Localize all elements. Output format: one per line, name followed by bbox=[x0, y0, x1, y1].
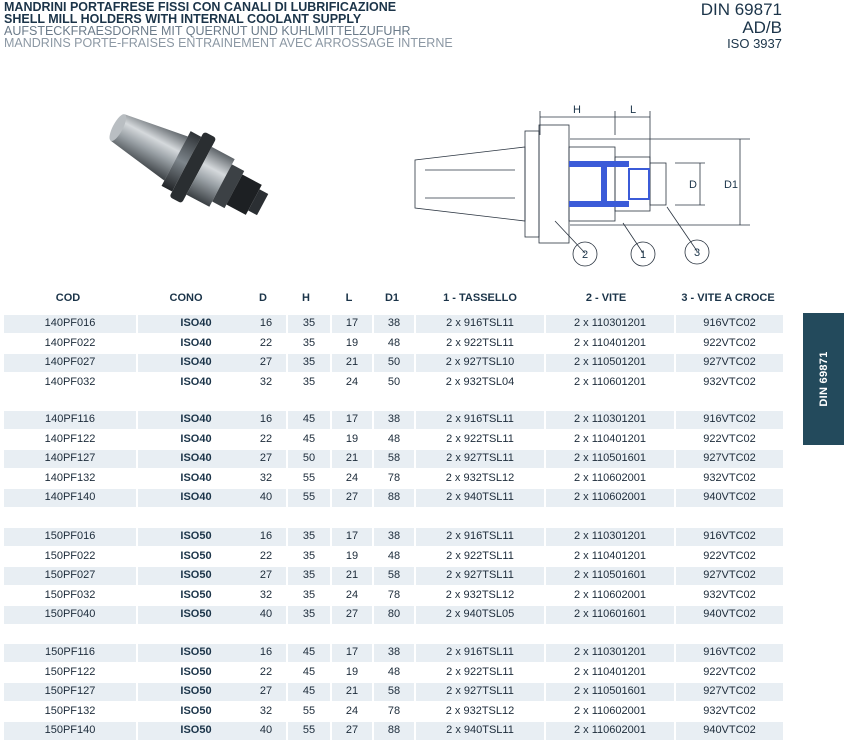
cell-d: 40 bbox=[246, 489, 286, 507]
cell-vite-croce: 932VTC02 bbox=[703, 588, 756, 601]
cell-tassello: 2 x 932TSL12 bbox=[445, 704, 515, 717]
cell-l: 19 bbox=[345, 549, 359, 562]
cell-d: 16 bbox=[246, 528, 286, 546]
cell-cod: 150PF122 bbox=[44, 665, 96, 678]
col-l: L bbox=[345, 292, 353, 304]
cell-vite-croce: 922VTC02 bbox=[703, 336, 756, 349]
cell-d1: 50 bbox=[374, 354, 414, 372]
dim-l-label: L bbox=[629, 104, 637, 116]
title-italian: MANDRINI PORTAFRESE FISSI CON CANALI DI LUBRIFICAZIONE bbox=[4, 0, 397, 14]
cell-vite: 2 x 110602001 bbox=[574, 471, 646, 484]
cell-cono: ISO40 bbox=[138, 315, 254, 333]
cell-d: 22 bbox=[259, 432, 273, 445]
cell-d1: 38 bbox=[374, 528, 414, 546]
cell-cod: 150PF022 bbox=[44, 549, 96, 562]
cell-d: 22 bbox=[259, 549, 273, 562]
cell-tassello: 2 x 922TSL11 bbox=[446, 549, 514, 562]
cell-cod: 150PF127 bbox=[4, 683, 136, 701]
cell-d1: 38 bbox=[374, 644, 414, 662]
cell-vite: 2 x 110401201 bbox=[574, 336, 646, 349]
cell-vite-croce: 922VTC02 bbox=[703, 432, 756, 445]
cell-tassello: 2 x 932TSL04 bbox=[445, 375, 515, 388]
title-block bbox=[4, 1, 524, 49]
cell-vite-croce: 932VTC02 bbox=[703, 375, 756, 388]
cell-l: 27 bbox=[332, 722, 372, 740]
cell-h: 35 bbox=[288, 315, 330, 333]
cell-d1: 48 bbox=[387, 336, 401, 349]
callout-2: 2 bbox=[581, 249, 589, 261]
table-row bbox=[4, 373, 783, 393]
cell-cono: ISO50 bbox=[138, 644, 254, 662]
cell-tassello: 2 x 927TSL11 bbox=[416, 683, 544, 701]
cell-d1: 38 bbox=[374, 315, 414, 333]
cell-tassello: 2 x 932TSL12 bbox=[445, 588, 515, 601]
cell-cod: 140PF122 bbox=[44, 432, 96, 445]
cell-l: 27 bbox=[332, 606, 372, 624]
side-tab-label: DIN 69871 bbox=[817, 351, 830, 407]
cell-h: 35 bbox=[288, 528, 330, 546]
cell-vite-croce: 927VTC02 bbox=[676, 683, 783, 701]
table-row bbox=[4, 663, 783, 683]
cell-cono: ISO50 bbox=[180, 704, 212, 717]
cell-cono: ISO50 bbox=[180, 665, 212, 678]
cell-d: 16 bbox=[246, 411, 286, 429]
cell-d1: 58 bbox=[374, 450, 414, 468]
table-row bbox=[4, 469, 783, 489]
cell-d: 27 bbox=[246, 683, 286, 701]
cell-cono: ISO40 bbox=[138, 489, 254, 507]
table-row bbox=[4, 334, 783, 354]
table-row bbox=[4, 314, 783, 334]
cell-l: 19 bbox=[345, 336, 359, 349]
cell-d1: 88 bbox=[374, 489, 414, 507]
callout-1: 1 bbox=[639, 249, 647, 261]
cell-h: 55 bbox=[302, 704, 316, 717]
cell-cono: ISO50 bbox=[138, 722, 254, 740]
cell-cod: 140PF132 bbox=[44, 471, 96, 484]
cell-cod: 140PF127 bbox=[4, 450, 136, 468]
cell-d1: 48 bbox=[387, 665, 401, 678]
cell-cono: ISO40 bbox=[180, 471, 212, 484]
cell-cod: 150PF132 bbox=[44, 704, 96, 717]
table-row bbox=[4, 643, 783, 663]
cell-tassello: 2 x 940TSL05 bbox=[416, 606, 544, 624]
cell-l: 21 bbox=[332, 354, 372, 372]
table-row bbox=[4, 547, 783, 567]
cell-l: 27 bbox=[332, 489, 372, 507]
cell-tassello: 2 x 940TSL11 bbox=[416, 722, 544, 740]
cell-vite: 2 x 110401201 bbox=[574, 549, 646, 562]
cell-h: 55 bbox=[288, 489, 330, 507]
cell-vite: 2 x 110501601 bbox=[546, 683, 674, 701]
cell-d1: 38 bbox=[374, 411, 414, 429]
dim-d-label: D bbox=[689, 179, 697, 191]
cell-d1: 58 bbox=[374, 567, 414, 585]
cell-d1: 88 bbox=[374, 722, 414, 740]
cell-cono: ISO40 bbox=[180, 336, 212, 349]
cell-cod: 140PF016 bbox=[4, 315, 136, 333]
cell-vite-croce: 927VTC02 bbox=[676, 567, 783, 585]
cell-vite-croce: 916VTC02 bbox=[676, 644, 783, 662]
cell-l: 21 bbox=[332, 683, 372, 701]
col-cod: COD bbox=[55, 292, 81, 304]
cell-h: 45 bbox=[288, 683, 330, 701]
cell-vite: 2 x 110401201 bbox=[574, 665, 646, 678]
cell-vite-croce: 927VTC02 bbox=[676, 354, 783, 372]
cell-d: 32 bbox=[259, 588, 273, 601]
cell-vite-croce: 932VTC02 bbox=[703, 704, 756, 717]
cell-d1: 50 bbox=[387, 375, 401, 388]
cell-vite-croce: 940VTC02 bbox=[676, 606, 783, 624]
cell-l: 17 bbox=[332, 644, 372, 662]
cell-h: 50 bbox=[288, 450, 330, 468]
cell-vite-croce: 916VTC02 bbox=[676, 315, 783, 333]
table-row bbox=[4, 586, 783, 606]
technical-drawing bbox=[405, 95, 765, 275]
table-row bbox=[4, 721, 783, 741]
cell-cod: 140PF032 bbox=[44, 375, 96, 388]
cell-vite: 2 x 110301201 bbox=[546, 644, 674, 662]
cell-vite-croce: 922VTC02 bbox=[703, 665, 756, 678]
cell-vite: 2 x 110602001 bbox=[574, 704, 646, 717]
cell-vite: 2 x 110401201 bbox=[574, 432, 646, 445]
cell-vite: 2 x 110602001 bbox=[574, 588, 646, 601]
cell-d1: 48 bbox=[387, 549, 401, 562]
cell-cono: ISO50 bbox=[138, 567, 254, 585]
cell-l: 19 bbox=[345, 665, 359, 678]
cell-l: 24 bbox=[345, 471, 359, 484]
cell-tassello: 2 x 932TSL12 bbox=[445, 471, 515, 484]
cell-cono: ISO40 bbox=[138, 450, 254, 468]
standard-block bbox=[701, 0, 782, 52]
cell-d: 22 bbox=[259, 336, 273, 349]
cell-tassello: 2 x 916TSL11 bbox=[416, 528, 544, 546]
cell-cono: ISO40 bbox=[138, 411, 254, 429]
cell-d: 27 bbox=[246, 450, 286, 468]
col-tassello: 1 - TASSELLO bbox=[443, 292, 517, 304]
cell-tassello: 2 x 927TSL11 bbox=[416, 450, 544, 468]
cell-cod: 150PF027 bbox=[4, 567, 136, 585]
cell-tassello: 2 x 940TSL11 bbox=[416, 489, 544, 507]
standard-form: AD/B bbox=[742, 18, 782, 37]
col-h: H bbox=[302, 292, 310, 304]
cell-cono: ISO50 bbox=[138, 528, 254, 546]
cell-d1: 48 bbox=[387, 432, 401, 445]
cell-d: 32 bbox=[259, 704, 273, 717]
standard-iso: ISO 3937 bbox=[727, 36, 782, 51]
cell-cod: 140PF027 bbox=[4, 354, 136, 372]
cell-l: 21 bbox=[332, 567, 372, 585]
title-german: AUFSTECKFRAESDORNE MIT QUERNUT UND KUHLMITTELZUFUHR bbox=[4, 24, 411, 38]
cell-h: 35 bbox=[288, 606, 330, 624]
cell-l: 19 bbox=[345, 432, 359, 445]
cell-cono: ISO40 bbox=[180, 375, 212, 388]
table-row bbox=[4, 527, 783, 547]
cell-h: 35 bbox=[302, 588, 316, 601]
cell-h: 35 bbox=[302, 549, 316, 562]
cell-cono: ISO50 bbox=[138, 606, 254, 624]
cell-cod: 150PF040 bbox=[4, 606, 136, 624]
cell-tassello: 2 x 927TSL10 bbox=[416, 354, 544, 372]
cell-l: 17 bbox=[332, 315, 372, 333]
callout-3: 3 bbox=[693, 247, 701, 259]
cell-h: 45 bbox=[302, 432, 316, 445]
cell-tassello: 2 x 916TSL11 bbox=[416, 315, 544, 333]
cell-vite: 2 x 110601601 bbox=[546, 606, 674, 624]
dim-h-label: H bbox=[573, 104, 581, 116]
cell-vite: 2 x 110602001 bbox=[546, 722, 674, 740]
cell-h: 55 bbox=[302, 471, 316, 484]
cell-h: 35 bbox=[288, 567, 330, 585]
cell-h: 35 bbox=[302, 336, 316, 349]
cell-cod: 150PF016 bbox=[4, 528, 136, 546]
table-row bbox=[4, 702, 783, 722]
cell-l: 21 bbox=[332, 450, 372, 468]
cell-d: 22 bbox=[259, 665, 273, 678]
cell-cono: ISO50 bbox=[180, 549, 212, 562]
cell-h: 45 bbox=[302, 665, 316, 678]
cell-l: 17 bbox=[332, 411, 372, 429]
title-english: SHELL MILL HOLDERS WITH INTERNAL COOLANT SUPPLY bbox=[4, 12, 362, 26]
table-row bbox=[4, 488, 783, 508]
cell-vite: 2 x 110602001 bbox=[546, 489, 674, 507]
col-d: D bbox=[259, 292, 267, 304]
table-row bbox=[4, 410, 783, 430]
cell-vite: 2 x 110501601 bbox=[546, 567, 674, 585]
cell-vite: 2 x 110301201 bbox=[546, 528, 674, 546]
cell-vite: 2 x 110301201 bbox=[546, 411, 674, 429]
col-vite: 2 - VITE bbox=[585, 292, 627, 304]
table-row bbox=[4, 682, 783, 702]
cell-h: 45 bbox=[288, 411, 330, 429]
cell-vite-croce: 922VTC02 bbox=[703, 549, 756, 562]
table-row bbox=[4, 566, 783, 586]
cell-cono: ISO50 bbox=[180, 588, 212, 601]
col-vite-croce: 3 - VITE A CROCE bbox=[681, 292, 775, 304]
cell-tassello: 2 x 922TSL11 bbox=[446, 336, 514, 349]
cell-cod: 150PF140 bbox=[4, 722, 136, 740]
cell-d: 16 bbox=[246, 644, 286, 662]
table-row bbox=[4, 430, 783, 450]
cell-d1: 58 bbox=[374, 683, 414, 701]
cell-l: 17 bbox=[332, 528, 372, 546]
cell-d1: 80 bbox=[374, 606, 414, 624]
table-row bbox=[4, 449, 783, 469]
cell-vite-croce: 940VTC02 bbox=[676, 722, 783, 740]
cell-h: 55 bbox=[288, 722, 330, 740]
cell-cod: 150PF116 bbox=[4, 644, 136, 662]
side-tab bbox=[803, 313, 844, 445]
cell-d: 32 bbox=[259, 375, 273, 388]
title-french: MANDRINS PORTE-FRAISES ENTRAINEMENT AVEC ARROSSAGE INTERNE bbox=[4, 36, 453, 50]
cell-d: 40 bbox=[246, 606, 286, 624]
cell-tassello: 2 x 916TSL11 bbox=[416, 644, 544, 662]
cell-l: 24 bbox=[345, 375, 359, 388]
cell-h: 45 bbox=[288, 644, 330, 662]
cell-vite-croce: 916VTC02 bbox=[676, 411, 783, 429]
cell-h: 35 bbox=[302, 375, 316, 388]
cell-cod: 150PF032 bbox=[44, 588, 96, 601]
cell-d: 16 bbox=[246, 315, 286, 333]
cell-tassello: 2 x 927TSL11 bbox=[416, 567, 544, 585]
cell-vite-croce: 916VTC02 bbox=[676, 528, 783, 546]
cell-tassello: 2 x 922TSL11 bbox=[446, 432, 514, 445]
table-header bbox=[0, 292, 800, 308]
product-photo bbox=[100, 102, 290, 242]
table-row bbox=[4, 605, 783, 625]
cell-cod: 140PF140 bbox=[4, 489, 136, 507]
cell-d: 40 bbox=[246, 722, 286, 740]
cell-cod: 140PF022 bbox=[44, 336, 96, 349]
cell-d: 27 bbox=[246, 567, 286, 585]
cell-tassello: 2 x 916TSL11 bbox=[416, 411, 544, 429]
cell-h: 35 bbox=[288, 354, 330, 372]
cell-d1: 78 bbox=[387, 704, 401, 717]
cell-l: 24 bbox=[345, 588, 359, 601]
cell-vite: 2 x 110601201 bbox=[574, 375, 646, 388]
cell-vite: 2 x 110501201 bbox=[546, 354, 674, 372]
table-row bbox=[4, 353, 783, 373]
cell-d1: 78 bbox=[387, 588, 401, 601]
col-d1: D1 bbox=[384, 292, 400, 304]
cell-vite-croce: 940VTC02 bbox=[676, 489, 783, 507]
cell-cono: ISO50 bbox=[138, 683, 254, 701]
cell-l: 24 bbox=[345, 704, 359, 717]
cell-vite-croce: 932VTC02 bbox=[703, 471, 756, 484]
col-cono: CONO bbox=[169, 292, 203, 304]
standard-din: DIN 69871 bbox=[700, 0, 782, 19]
cell-cod: 140PF116 bbox=[4, 411, 136, 429]
cell-vite-croce: 927VTC02 bbox=[676, 450, 783, 468]
cell-d: 27 bbox=[246, 354, 286, 372]
cell-vite: 2 x 110501601 bbox=[546, 450, 674, 468]
cell-vite: 2 x 110301201 bbox=[546, 315, 674, 333]
dim-d1-label: D1 bbox=[723, 179, 739, 191]
cell-tassello: 2 x 922TSL11 bbox=[446, 665, 514, 678]
cell-cono: ISO40 bbox=[180, 432, 212, 445]
cell-cono: ISO40 bbox=[138, 354, 254, 372]
cell-d: 32 bbox=[259, 471, 273, 484]
cell-d1: 78 bbox=[387, 471, 401, 484]
